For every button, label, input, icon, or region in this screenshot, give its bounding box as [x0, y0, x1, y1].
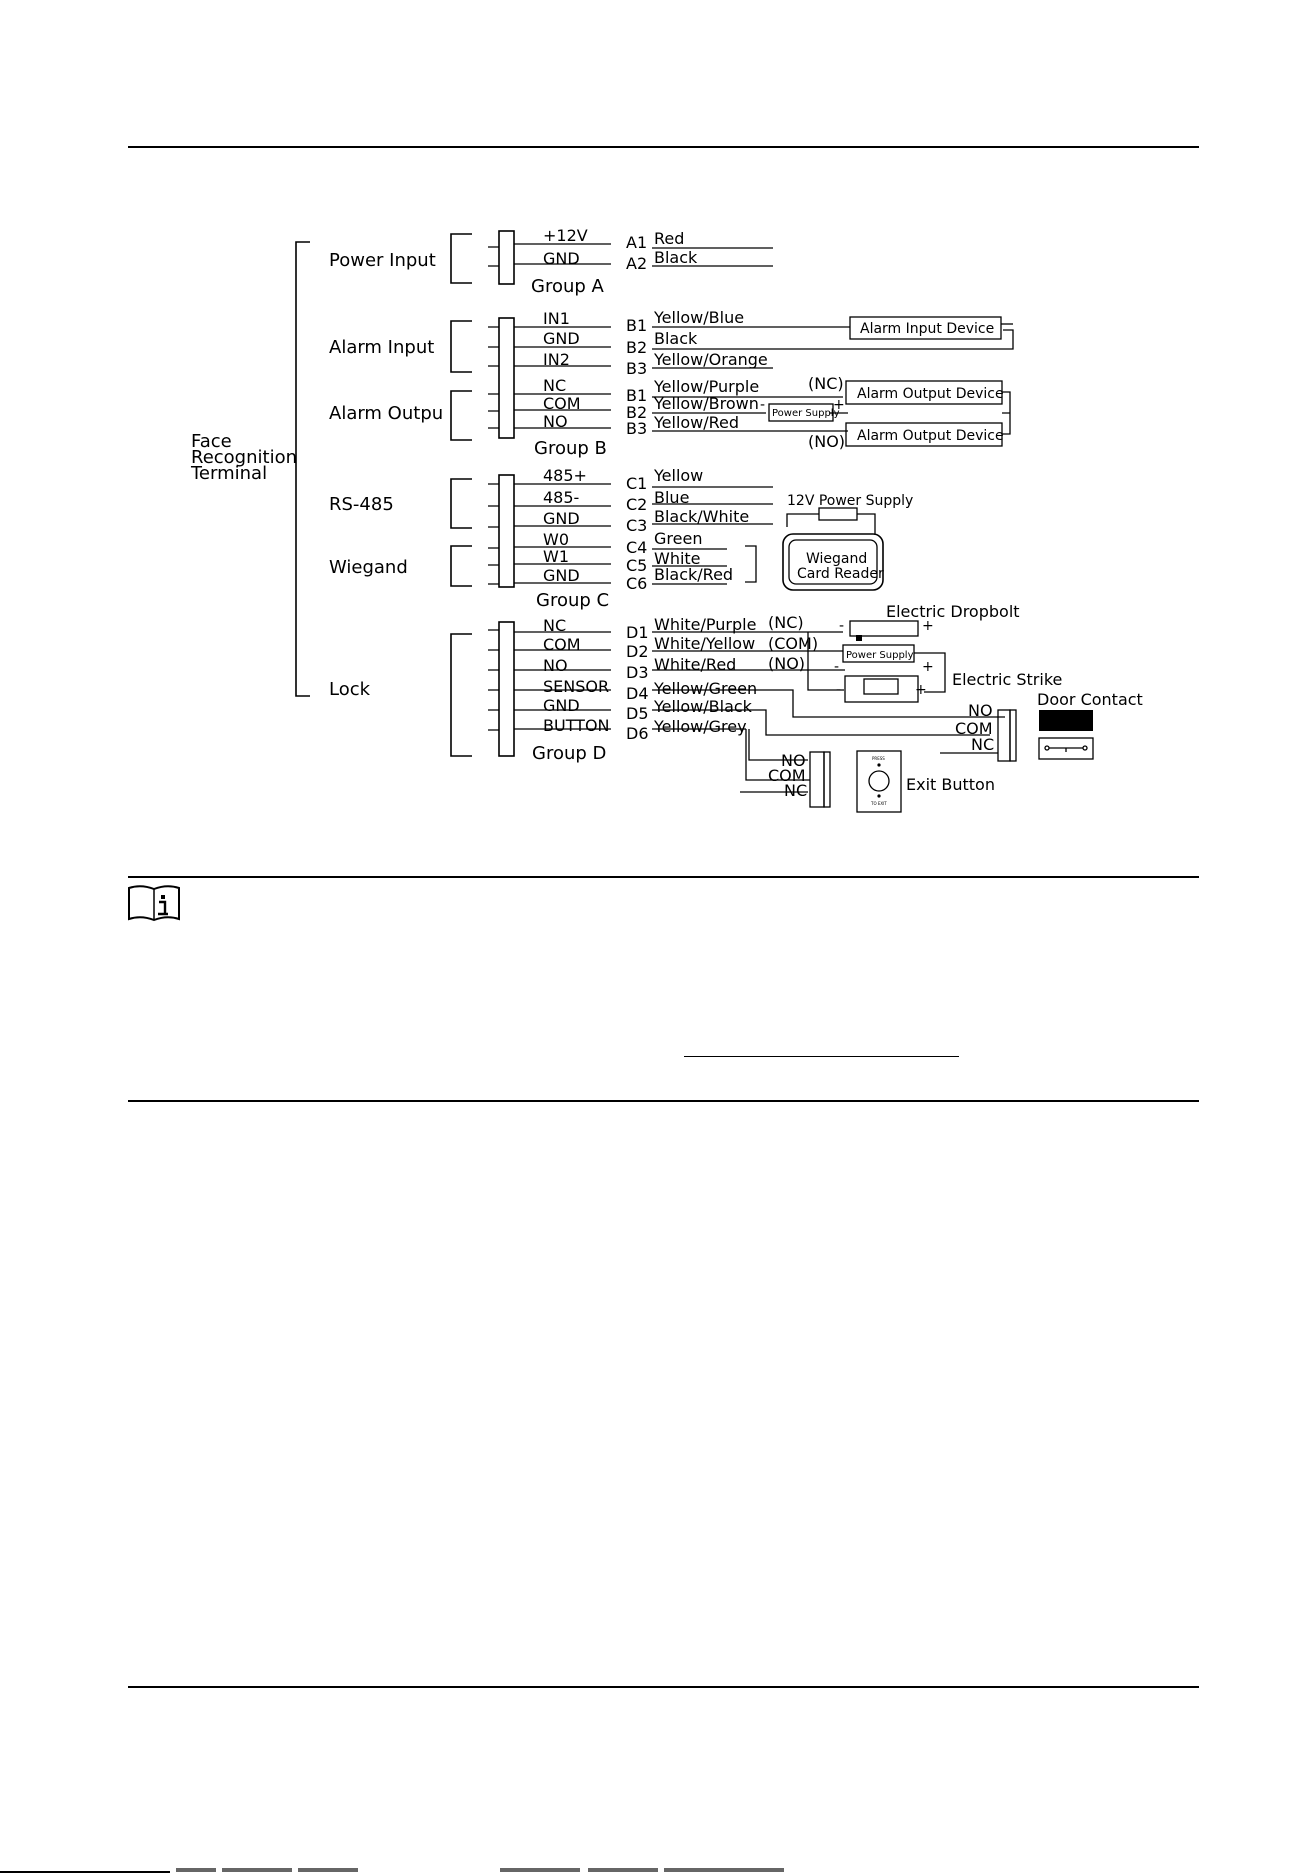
- terminal-ids: [626, 233, 649, 743]
- door-contact-label: Door Contact: [1037, 690, 1143, 709]
- wire-c3: Black/White: [654, 507, 750, 526]
- pin-d1: NC: [543, 616, 567, 635]
- no-marker-d: (NO): [768, 654, 806, 673]
- alarm-input-label: Alarm Input: [329, 337, 435, 358]
- pin-c2: 485-: [543, 488, 580, 507]
- terminal-c4: C4: [626, 538, 648, 557]
- alarm-input-device-label: Alarm Input Device: [860, 321, 995, 337]
- pin-c1: 485+: [543, 466, 587, 485]
- exit-com: COM: [768, 766, 806, 785]
- pin-c3: GND: [543, 509, 580, 528]
- exit-button-label: Exit Button: [906, 775, 995, 794]
- note-link-underline: [684, 1056, 959, 1057]
- terminal-label-line3: Terminal: [191, 463, 268, 484]
- door-contact-com: COM: [955, 719, 993, 738]
- wire-d3: White/Red: [654, 655, 737, 674]
- pin-d4: SENSOR: [543, 677, 610, 696]
- group-a-label: Group A: [531, 276, 604, 297]
- terminal-c6: C6: [626, 574, 648, 593]
- terminal-a1: A1: [626, 233, 648, 252]
- terminal-b2-in: B2: [626, 338, 648, 357]
- wiring-diagram: [0, 0, 1313, 870]
- alarm-input-device: [850, 317, 1013, 339]
- exit-button-press: PRESS: [872, 756, 885, 761]
- power-12v-label: 12V Power Supply: [787, 493, 914, 509]
- exit-button-to-exit: TO EXIT: [871, 801, 887, 806]
- wire-c5: White: [654, 549, 701, 568]
- wire-d1: White/Purple: [654, 615, 757, 634]
- wire-colors: [653, 229, 768, 736]
- terminal-d3: D3: [626, 663, 649, 682]
- alarm-output-device-1-label: Alarm Output Device: [857, 386, 1004, 402]
- terminal-c5: C5: [626, 556, 648, 575]
- group-c-label: Group C: [536, 590, 610, 611]
- pin-b-no: NO: [543, 412, 568, 431]
- terminal-b3-out: B3: [626, 419, 648, 438]
- pin-c4: W0: [543, 530, 569, 549]
- wire-a2: Black: [654, 248, 698, 267]
- pin-b-gnd: GND: [543, 329, 580, 348]
- electric-strike-label: Electric Strike: [952, 670, 1063, 689]
- pin-b-in2: IN2: [543, 350, 570, 369]
- terminal-c1: C1: [626, 474, 648, 493]
- nc-marker-b: (NC): [808, 374, 844, 393]
- terminal-label: [190, 431, 297, 484]
- alarm-output-device-2-label: Alarm Output Device: [857, 428, 1004, 444]
- dropbolt-pin: [856, 635, 862, 641]
- alarm-output-devices: [760, 374, 1010, 451]
- power-supply-d-label: Power Supply: [846, 650, 914, 661]
- wire-d6: Yellow/Grey: [654, 717, 747, 736]
- wire-c6: Black/Red: [654, 565, 734, 584]
- terminal-d6: D6: [626, 724, 649, 743]
- wiegand-reader-line1: Wiegand: [806, 551, 868, 567]
- pin-d3: NO: [543, 656, 568, 675]
- pin-d6: BUTTON: [543, 716, 610, 735]
- group-d-label: Group D: [532, 743, 607, 764]
- pin-a1: +12V: [543, 226, 588, 245]
- strike-minus: -: [836, 682, 842, 698]
- terminal-label-line1: Face: [191, 431, 232, 452]
- wire-b3-in: Yellow/Orange: [654, 350, 768, 369]
- door-contact-no: NO: [968, 701, 993, 720]
- lock-plus: +: [922, 659, 934, 675]
- note-bottom-rule: [128, 1100, 1199, 1102]
- terminal-d2: D2: [626, 642, 649, 661]
- pin-c6: GND: [543, 566, 580, 585]
- terminal-c2: C2: [626, 495, 648, 514]
- wire-d2: White/Yellow: [654, 634, 756, 653]
- main-bracket: [296, 242, 310, 696]
- wiegand-label: Wiegand: [329, 557, 408, 578]
- terminal-d1: D1: [626, 623, 649, 642]
- door-contact-nc: NC: [971, 735, 995, 754]
- wire-b1-out: Yellow/Purple: [654, 377, 760, 396]
- terminal-d5: D5: [626, 704, 649, 723]
- terminal-d4: D4: [626, 684, 649, 703]
- rs485-label: RS-485: [329, 494, 394, 515]
- footer-rule: [128, 1686, 1199, 1688]
- terminal-a2: A2: [626, 254, 648, 273]
- terminal-b2-out: B2: [626, 403, 648, 422]
- nc-marker-d: (NC): [768, 613, 804, 632]
- power-input-label: Power Input: [329, 250, 436, 271]
- wire-b2-out: Yellow/Brown: [654, 394, 759, 413]
- footer-cropped-text: [0, 1866, 1313, 1873]
- terminal-b1-out: B1: [626, 386, 648, 405]
- com-marker-d: (COM): [768, 634, 819, 653]
- electric-dropbolt-label: Electric Dropbolt: [886, 602, 1020, 621]
- dropbolt-plus: +: [922, 618, 934, 634]
- group-brackets: [451, 234, 472, 756]
- pin-a2: GND: [543, 249, 580, 268]
- terminal-b3-in: B3: [626, 359, 648, 378]
- terminal-c3: C3: [626, 516, 648, 535]
- terminal-label-line2: Recognition: [191, 447, 297, 468]
- wire-b3-out: Yellow/Red: [654, 413, 740, 432]
- connector-blocks: [499, 231, 514, 756]
- strike-plus: +: [915, 682, 927, 698]
- pin-d5: GND: [543, 696, 580, 715]
- wiegand-reader-line2: Card Reader: [797, 566, 884, 582]
- pin-b-nc: NC: [543, 376, 567, 395]
- exit-nc: NC: [784, 781, 808, 800]
- pin-ticks: [488, 247, 499, 730]
- note-info-icon: [127, 884, 181, 922]
- pin-c5: W1: [543, 547, 569, 566]
- pin-names: [543, 226, 610, 735]
- wire-b2-in: Black: [654, 329, 698, 348]
- pin-b-com: COM: [543, 394, 581, 413]
- wire-c2: Blue: [654, 488, 690, 507]
- power-supply-b-label: Power Supply: [772, 408, 840, 419]
- lock-label: Lock: [329, 679, 371, 700]
- group-b-label: Group B: [534, 438, 607, 459]
- lock-minus: -: [834, 659, 840, 675]
- no-marker-b: (NO): [808, 432, 846, 451]
- wiegand-reader-group: [745, 493, 913, 590]
- alarm-output-label: Alarm Outpu: [329, 403, 444, 424]
- wire-c4: Green: [654, 529, 703, 548]
- power-supply-b-plus: +: [833, 397, 845, 413]
- note-top-rule: [128, 876, 1199, 878]
- pin-b-in1: IN1: [543, 309, 570, 328]
- wire-d5: Yellow/Black: [654, 697, 752, 716]
- lock-devices: [740, 602, 1143, 812]
- power-supply-b-minus: -: [760, 397, 766, 413]
- wire-b1-in: Yellow/Blue: [654, 308, 745, 327]
- wire-c1: Yellow: [654, 466, 704, 485]
- wire-a1: Red: [654, 229, 685, 248]
- wire-d4: Yellow/Green: [654, 679, 758, 698]
- dropbolt-minus: -: [839, 618, 845, 634]
- terminal-b1-in: B1: [626, 316, 648, 335]
- pin-d2: COM: [543, 635, 581, 654]
- door-contact-magnet: [1039, 710, 1093, 731]
- exit-no: NO: [781, 751, 806, 770]
